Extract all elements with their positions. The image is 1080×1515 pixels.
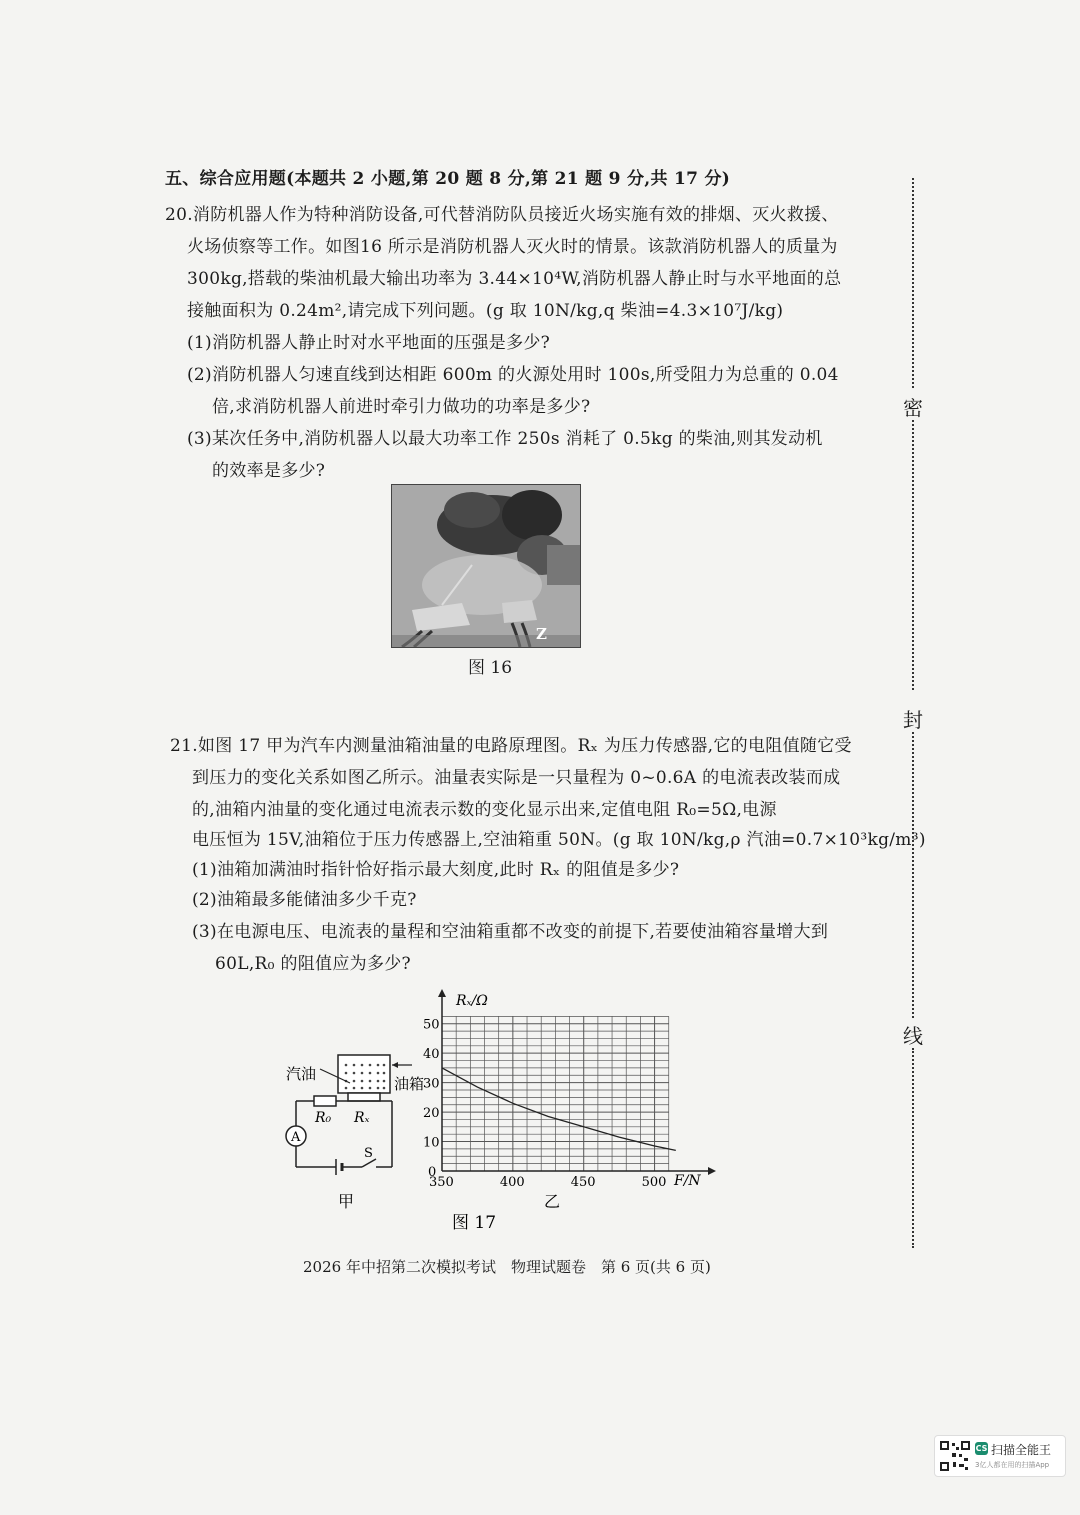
x-tick-label: 350	[429, 1175, 454, 1190]
y-tick-label: 30	[423, 1076, 440, 1092]
camscanner-logo: CS	[975, 1444, 988, 1453]
y-tick-label: 0	[428, 1165, 437, 1180]
figure-17	[270, 985, 730, 1245]
circuit-caption: 甲	[338, 1192, 355, 1211]
binding-char-line: 线	[903, 1024, 923, 1048]
figure-17-caption: 图 17	[452, 1213, 497, 1233]
chart-grid	[442, 1016, 669, 1171]
pressure-sensor-rx	[348, 1093, 380, 1101]
firefighting-robot-illustration	[392, 485, 580, 647]
label-oil-tank: 油箱	[394, 1075, 425, 1093]
chart-y-label: Rₓ/Ω	[456, 993, 488, 1009]
binding-char-seal-1: 密	[903, 396, 923, 420]
y-tick-label: 40	[423, 1047, 440, 1063]
q21-line-3: 的,油箱内油量的变化通过电流表示数的变化显示出来,定值电阻 R₀=5Ω,电源	[192, 800, 777, 820]
label-switch: S	[364, 1146, 373, 1161]
y-tick-label: 10	[423, 1135, 440, 1151]
figure-16-photo	[391, 484, 581, 648]
scanner-subtitle: 3亿人都在用的扫描App	[975, 1461, 1050, 1469]
label-r0: R₀	[315, 1110, 332, 1126]
label-ammeter: A	[291, 1130, 301, 1145]
q20-sub-1: (1)消防机器人静止时对水平地面的压强是多少?	[187, 333, 551, 353]
q21-sub-3b: 60L,R₀ 的阻值应为多少?	[215, 954, 411, 974]
chart-ticks	[423, 1018, 666, 1190]
q20-sub-3b: 的效率是多少?	[212, 461, 326, 481]
binding-dotted-line	[912, 420, 914, 690]
y-tick-label: 20	[423, 1106, 440, 1122]
binding-char-seal-2: 封	[903, 708, 923, 732]
q21-line-1: 21.如图 17 甲为汽车内测量油箱油量的电路原理图。Rₓ 为压力传感器,它的电阻值随它受	[170, 736, 852, 756]
binding-dotted-line	[912, 1048, 914, 1248]
y-axis-arrow	[438, 989, 446, 997]
q20-line-2: 火场侦察等工作。如图16 所示是消防机器人灭火时的情景。该款消防机器人的质量为	[187, 237, 838, 257]
resistor-r0	[314, 1096, 336, 1106]
chart-axes	[438, 989, 716, 1175]
label-gasoline: 汽油	[286, 1065, 317, 1083]
scanner-badge	[934, 1435, 1066, 1477]
x-axis-arrow	[708, 1167, 716, 1175]
section-title: 五、综合应用题(本题共 2 小题,第 20 题 8 分,第 21 题 9 分,共 17 分)	[165, 169, 731, 189]
label-rx: Rₓ	[354, 1110, 370, 1126]
x-tick-label: 400	[499, 1175, 525, 1190]
scanner-title: 扫描全能王	[991, 1443, 1052, 1457]
q20-line-1: 20.消防机器人作为特种消防设备,可代替消防队员接近火场实施有效的排烟、灭火救援、	[165, 205, 839, 225]
q20-sub-3a: (3)某次任务中,消防机器人以最大功率工作 250s 消耗了 0.5kg 的柴油,则其发动机	[187, 429, 823, 449]
binding-dotted-line	[912, 178, 914, 388]
q21-sub-1: (1)油箱加满油时指针恰好指示最大刻度,此时 Rₓ 的阻值是多少?	[192, 860, 680, 880]
x-tick-label: 500	[641, 1175, 667, 1190]
figure-16-caption: 图 16	[468, 658, 513, 678]
q20-sub-2b: 倍,求消防机器人前进时牵引力做功的功率是多少?	[212, 397, 591, 417]
chart-x-label: F/N	[674, 1173, 701, 1189]
q20-sub-2a: (2)消防机器人匀速直线到达相距 600m 的火源处用时 100s,所受阻力为总重的 0.04	[187, 365, 839, 385]
q21-sub-2: (2)油箱最多能储油多少千克?	[192, 890, 417, 910]
y-tick-label: 50	[423, 1017, 440, 1033]
page-footer: 2026 年中招第二次模拟考试 物理试题卷 第 6 页(共 6 页)	[303, 1258, 711, 1276]
q21-line-2: 到压力的变化关系如图乙所示。油量表实际是一只量程为 0~0.6A 的电流表改装而成	[192, 768, 841, 788]
q21-sub-3a: (3)在电源电压、电流表的量程和空油箱重都不改变的前提下,若要使油箱容量增大到	[192, 922, 829, 942]
q21-line-4: 电压恒为 15V,油箱位于压力传感器上,空油箱重 50N。(g 取 10N/kg,ρ 汽油=0.7×10³kg/m³)	[192, 830, 926, 850]
photo-watermark: Z	[536, 625, 547, 643]
q20-line-3: 300kg,搭载的柴油机最大输出功率为 3.44×10⁴W,消防机器人静止时与水平地面的总	[187, 269, 842, 289]
q20-line-4: 接触面积为 0.24m²,请完成下列问题。(g 取 10N/kg,q 柴油=4.3×10⁷J/kg)	[187, 301, 784, 321]
x-tick-label: 450	[570, 1175, 596, 1190]
qr-code-icon	[939, 1440, 971, 1472]
binding-dotted-line	[912, 732, 914, 1018]
chart-caption: 乙	[544, 1192, 561, 1211]
